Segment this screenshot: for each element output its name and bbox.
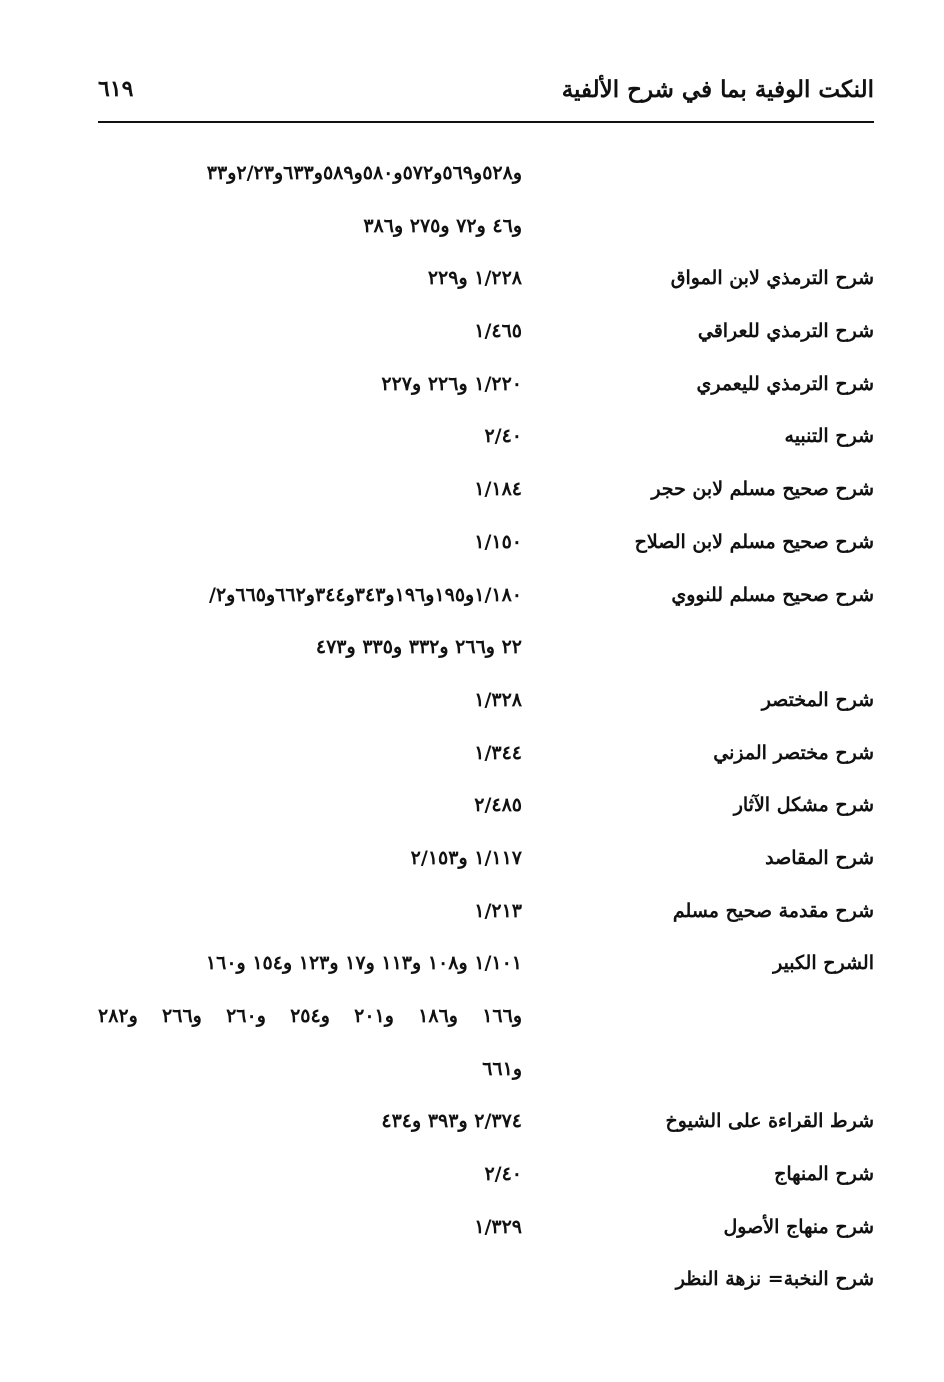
index-term: شرح المختصر [761,688,874,711]
index-term: شرح النخبة= نزهة النظر [675,1268,874,1291]
index-row [98,255,874,308]
index-references: ١/٢١٣ [474,899,522,922]
index-references: ١/١٥٠ [474,530,522,553]
index-references: ١/٤٦٥ [474,320,522,343]
index-references: ١/٢٢٨ و٢٢٩ [427,267,522,290]
index-references: و٦٦١ [482,1057,522,1080]
index-references: ٢/٤٠ [484,425,522,448]
index-row [98,782,874,835]
index-row [98,572,874,625]
index-references: ٢/٤٠ [484,1163,522,1186]
index-references: و٥٢٨و٥٦٩و٥٧٢و٥٨٠و٥٨٩و٦٣٣و٢/٢٣و٣٣ [206,162,522,184]
index-references: ٢/٣٧٤ و٣٩٣ و٤٣٤ [381,1110,522,1133]
index-term: شرح المنهاج [774,1163,874,1186]
index-term: شرح صحيح مسلم لابن حجر [651,478,874,501]
index-row [98,466,874,519]
header-divider [98,121,874,123]
index-row [98,940,874,993]
index-row [98,203,874,256]
index-term: الشرح الكبير [773,952,874,975]
index-row [98,413,874,466]
index-row [98,730,874,783]
index-row [98,888,874,941]
index-references: ١/١٨٤ [474,478,522,501]
index-references: ٢/٤٨٥ [474,794,522,817]
index-row [98,1046,874,1099]
index-row [98,677,874,730]
index-row [98,1151,874,1204]
index-row [98,624,874,677]
index-row [98,519,874,572]
index-references: ١/٢٢٠ و٢٢٦ و٢٢٧ [381,372,522,395]
index-term: شرح مختصر المزني [713,741,874,764]
index-row [98,1204,874,1257]
index-row [98,361,874,414]
index-references: و١٦٦ و١٨٦ و٢٠١ و٢٥٤ و٢٦٠ و٢٦٦ و٢٨٢ [98,1005,522,1027]
index-term: شرح صحيح مسلم للنووي [671,583,874,606]
index-term: شرح مشكل الآثار [733,794,874,817]
index-term: شرح التنبيه [784,425,874,448]
index-row [98,835,874,888]
index-term: شرح الترمذي لليعمري [696,372,874,395]
page-header [98,70,874,114]
page-number: ٦١٩ [98,76,134,102]
index-term: شرط القراءة على الشيوخ [665,1110,874,1133]
index-row [98,993,874,1046]
index-term: شرح المقاصد [765,846,874,869]
index-references: ١/٣٢٨ [474,688,522,711]
index-row [98,1098,874,1151]
index-references: ١/١١٧ و٢/١٥٣ [410,846,522,869]
index-row [98,1256,874,1309]
index-term: شرح صحيح مسلم لابن الصلاح [634,530,874,553]
index-term: شرح منهاج الأصول [723,1215,874,1238]
index-references: ١/١٨٠و١٩٥و١٩٦و٣٤٣و٣٤٤و٦٦٢و٦٦٥و٢/ [209,583,522,606]
index-term: شرح الترمذي لابن المواق [670,267,874,290]
index-references: ١/٣٢٩ [474,1215,522,1238]
index-references: ١/٣٤٤ [474,741,522,764]
index-term: شرح مقدمة صحيح مسلم [672,899,874,922]
index-references: و٤٦ و٧٢ و٢٧٥ و٣٨٦ [363,214,522,237]
index-references: ٢٢ و٢٦٦ و٣٣٢ و٣٣٥ و٤٧٣ [315,636,522,659]
index-list [98,150,874,1309]
index-row [98,308,874,361]
index-term: شرح الترمذي للعراقي [697,320,874,343]
index-row [98,150,874,203]
running-title: النكت الوفية بما في شرح الألفية [561,76,874,103]
index-references: ١/١٠١ و١٠٨ و١١٣ و١٧ و١٢٣ و١٥٤ و١٦٠ [205,952,522,975]
